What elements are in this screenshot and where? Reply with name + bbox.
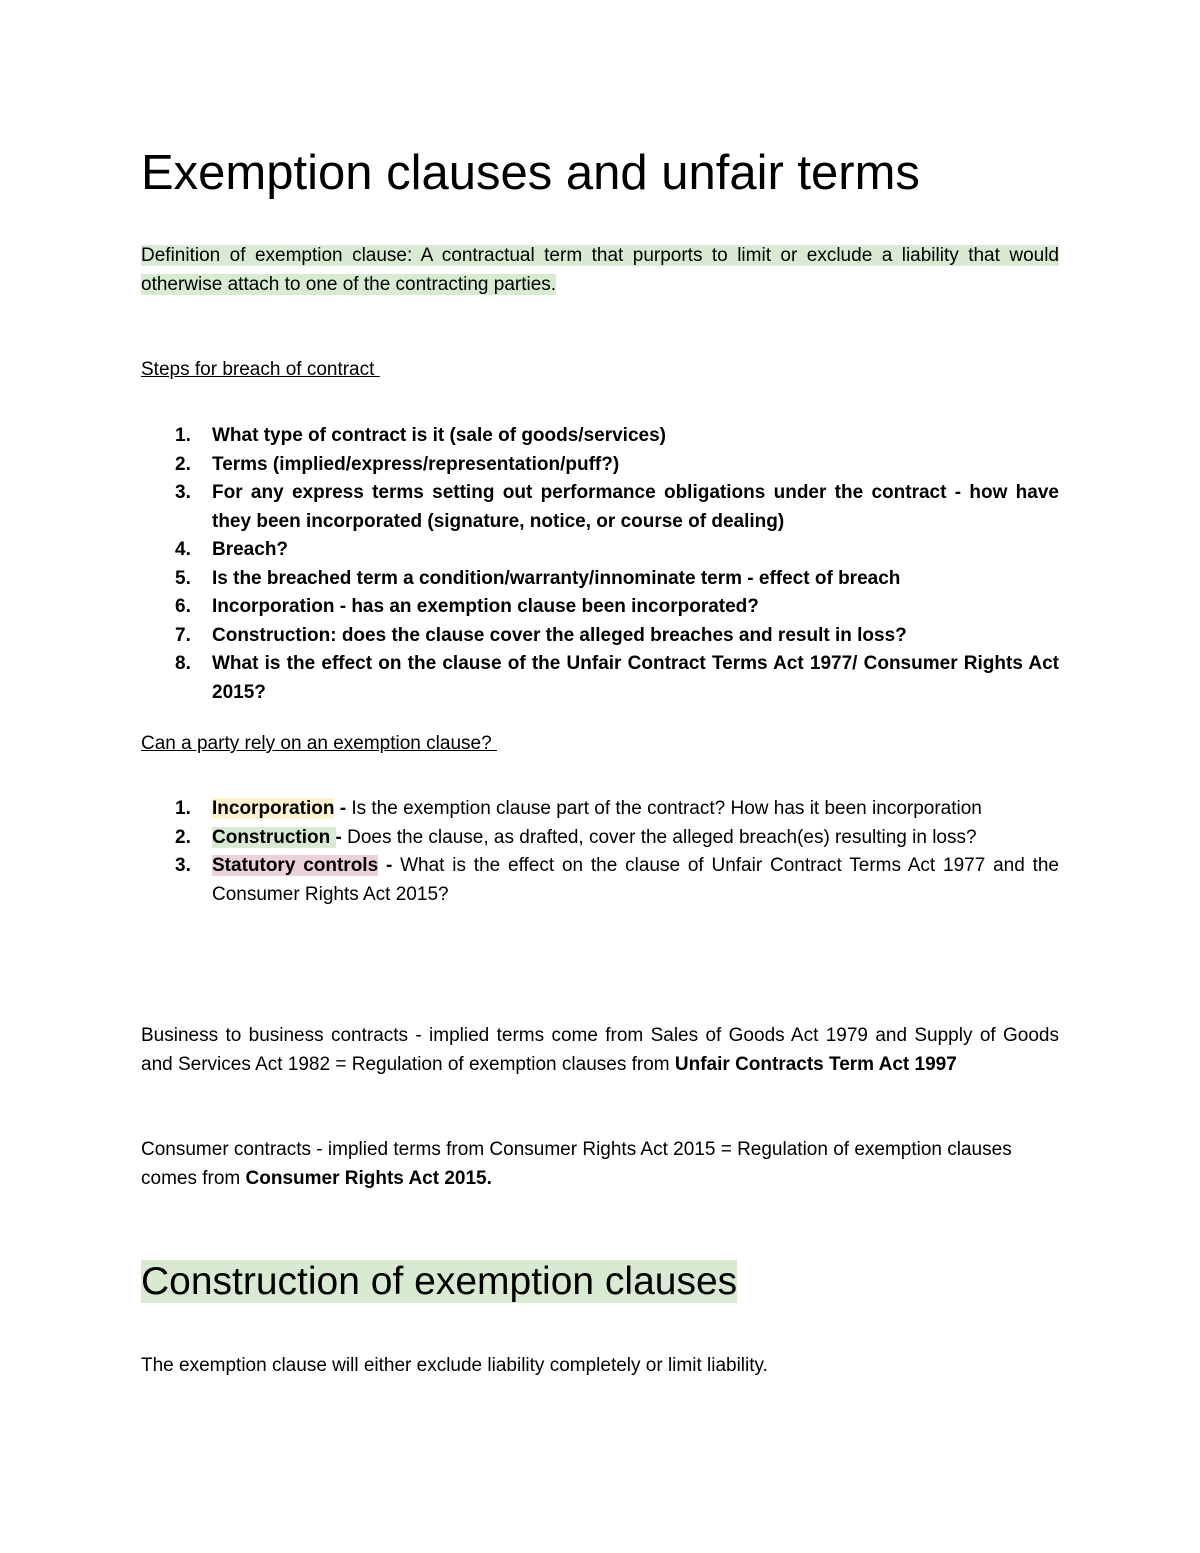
term-separator: - — [335, 826, 348, 848]
b2b-text: Business to business contracts - implied terms come from Sales of Goods Act 1979 and Supply of Goods and Services Act 1982 = Regulation of exemption clauses from — [141, 1025, 1059, 1075]
list-item-text: Construction: does the clause cover the alleged breaches and result in loss? — [212, 624, 907, 646]
rely-list-item — [141, 852, 1059, 909]
consumer-act-name: Consumer Rights Act 2015. — [245, 1168, 492, 1189]
term-separator: - — [334, 798, 352, 819]
list-number: 2. — [175, 826, 191, 848]
list-item-text: For any express terms setting out performance obligations under the contract - how have they been incorporated (signature, notice, or course of dealing) — [212, 482, 1059, 532]
list-item-text: What is the effect on the clause of Unfair Contract Terms Act 1977 and the Consumer Rights Act 2015? — [212, 855, 1059, 905]
steps-heading — [141, 355, 380, 384]
list-item-text: Does the clause, as drafted, cover the alleged breach(es) resulting in loss? — [347, 826, 977, 848]
steps-list-item — [141, 422, 1059, 451]
list-item-text: What type of contract is it (sale of goods/services) — [212, 425, 666, 446]
steps-list-item — [141, 650, 1059, 707]
consumer-paragraph — [141, 1135, 1059, 1193]
document-title: Exemption clauses and unfair terms — [141, 146, 920, 200]
definition-paragraph — [141, 241, 1059, 299]
list-number: 2. — [175, 453, 191, 475]
section-heading-text: Construction of exemption clauses — [141, 1260, 738, 1303]
list-item-text: Incorporation - has an exemption clause been incorporated? — [212, 596, 759, 617]
steps-list-item — [141, 593, 1059, 622]
steps-list-item — [141, 536, 1059, 565]
list-number: 5. — [175, 567, 191, 589]
list-number: 3. — [175, 482, 191, 503]
list-item-text: What is the effect on the clause of the Unfair Contract Terms Act 1977/ Consumer Rights Act 2015? — [212, 653, 1059, 703]
b2b-paragraph — [141, 1021, 1059, 1079]
list-item-text: Is the breached term a condition/warranty/innominate term - effect of breach — [212, 567, 901, 589]
steps-list-item — [141, 479, 1059, 536]
rely-heading — [141, 729, 497, 758]
term-separator: - — [378, 855, 401, 876]
rely-heading-text: Can a party rely on an exemption clause? — [141, 733, 497, 754]
steps-list-item — [141, 451, 1059, 480]
list-number: 6. — [175, 596, 191, 617]
consumer-text: Consumer contracts - implied terms from Consumer Rights Act 2015 = Regulation of exemption clauses comes from — [141, 1139, 1012, 1189]
rely-list — [141, 795, 1059, 909]
rely-list-item — [141, 795, 1059, 824]
incorporation-term: Incorporation — [212, 798, 335, 819]
section-paragraph: The exemption clause will either exclude liability completely or limit liability. — [141, 1355, 768, 1376]
list-number: 4. — [175, 539, 191, 560]
section-heading — [141, 1256, 737, 1308]
list-number: 1. — [175, 425, 191, 446]
list-item-text: Is the exemption clause part of the contract? How has it been incorporation — [351, 798, 982, 819]
statutory-controls-term: Statutory controls — [212, 855, 379, 876]
list-item-text: Breach? — [212, 539, 289, 560]
list-number: 8. — [175, 653, 191, 674]
list-number: 7. — [175, 624, 191, 646]
list-number: 3. — [175, 855, 191, 876]
b2b-act-name: Unfair Contracts Term Act 1997 — [674, 1054, 957, 1075]
steps-list — [141, 422, 1059, 707]
list-number: 1. — [175, 798, 191, 819]
steps-heading-text: Steps for breach of contract — [141, 359, 380, 380]
list-item-text: Terms (implied/express/representation/puff?) — [212, 453, 620, 475]
definition-text: Definition of exemption clause: A contractual term that purports to limit or exclude a liability that would otherwise attach to one of the contracting parties. — [141, 245, 1059, 295]
steps-list-item — [141, 565, 1059, 594]
construction-term: Construction — [212, 826, 336, 848]
rely-list-item — [141, 824, 1059, 853]
steps-list-item — [141, 622, 1059, 651]
